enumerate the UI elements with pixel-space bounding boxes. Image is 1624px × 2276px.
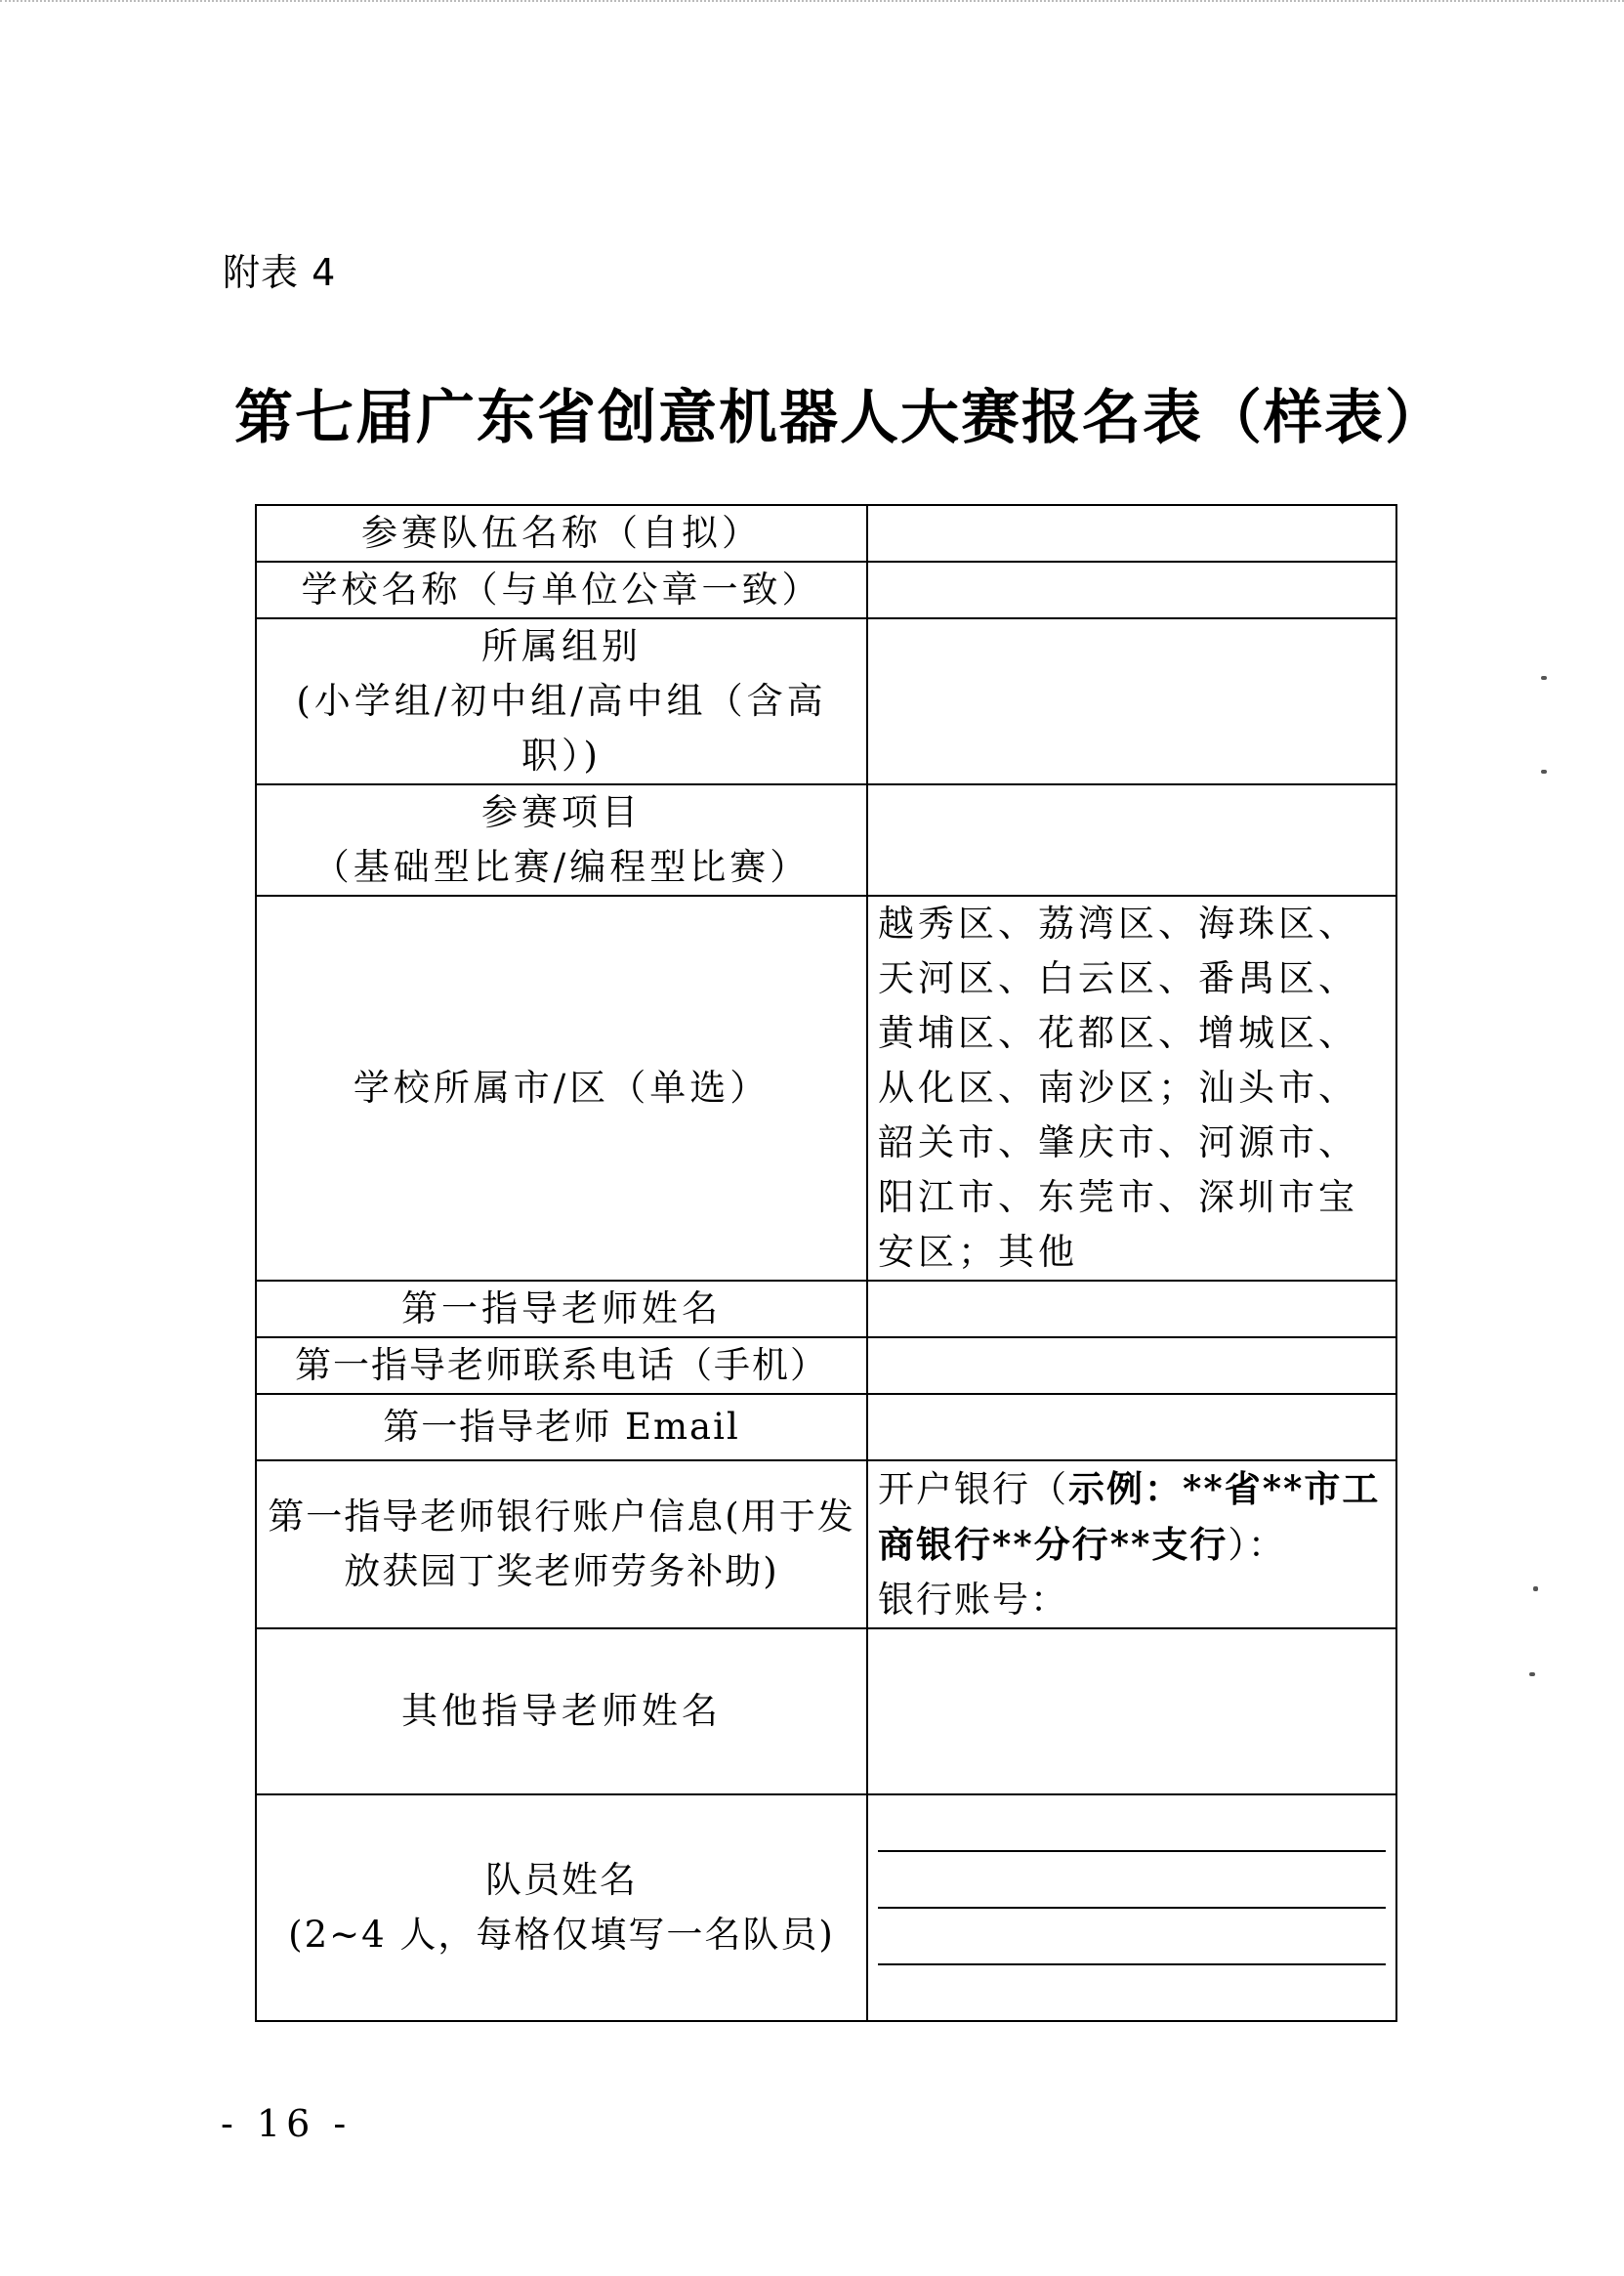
project-label <box>256 784 867 896</box>
bank-example: 示例：**省**市工商银行**分行**支行 <box>878 1467 1381 1566</box>
school-name-label: 学校名称（与单位公章一致） <box>256 562 867 618</box>
other-teachers-field[interactable] <box>867 1628 1396 1794</box>
project-label-title: 参赛项目 <box>481 791 642 833</box>
group-field[interactable] <box>867 618 1396 784</box>
table-row <box>256 784 1396 896</box>
school-name-field[interactable] <box>867 562 1396 618</box>
group-label-title: 所属组别 <box>481 625 642 667</box>
table-row <box>256 1460 1396 1628</box>
member-field-2[interactable] <box>878 1851 1386 1908</box>
scan-speck <box>1541 676 1547 680</box>
members-fields <box>867 1794 1396 2021</box>
bank-account-line: 银行账号： <box>878 1579 1068 1621</box>
teacher1-phone-label: 第一指导老师联系电话（手机） <box>256 1337 867 1394</box>
teacher1-email-label: 第一指导老师 Email <box>256 1394 867 1460</box>
team-name-field[interactable] <box>867 505 1396 562</box>
teacher1-name-label: 第一指导老师姓名 <box>256 1281 867 1337</box>
table-row <box>256 1394 1396 1460</box>
member-field-1[interactable] <box>878 1795 1386 1851</box>
table-row <box>256 505 1396 562</box>
annex-label: 附表 4 <box>223 251 337 294</box>
table-row <box>256 1281 1396 1337</box>
district-label: 学校所属市/区（单选） <box>256 896 867 1281</box>
member-field-4[interactable] <box>878 1964 1386 2020</box>
teacher1-name-field[interactable] <box>867 1281 1396 1337</box>
table-row <box>256 896 1396 1281</box>
scan-speck <box>1541 770 1547 774</box>
scan-speck <box>1529 1672 1535 1676</box>
registration-form-table <box>255 504 1397 2022</box>
scan-edge-line <box>0 0 1624 5</box>
teacher1-bank-field[interactable] <box>867 1460 1396 1628</box>
group-label <box>256 618 867 784</box>
table-row <box>256 1337 1396 1394</box>
table-row <box>256 1794 1396 2021</box>
members-label-note: (2~4 人，每格仅填写一名队员) <box>288 1914 835 1956</box>
members-label-title: 队员姓名 <box>485 1859 638 1901</box>
group-label-options: (小学组/初中组/高中组（含高职）) <box>296 680 827 777</box>
members-label <box>256 1794 867 2021</box>
teacher1-bank-label: 第一指导老师银行账户信息(用于发放获园丁奖老师劳务补助) <box>256 1460 867 1628</box>
page-number: - 16 - <box>221 2102 353 2145</box>
project-label-options: （基础型比赛/编程型比赛） <box>312 846 811 888</box>
district-options[interactable]: 越秀区、荔湾区、海珠区、天河区、白云区、番禺区、黄埔区、花都区、增城区、从化区、南沙区；汕头市、韶关市、肇庆市、河源市、阳江市、东莞市、深圳市宝安区；其他 <box>867 896 1396 1281</box>
member-field-3[interactable] <box>878 1908 1386 1964</box>
team-name-label: 参赛队伍名称（自拟） <box>256 505 867 562</box>
other-teachers-label: 其他指导老师姓名 <box>256 1628 867 1794</box>
page-title: 第七届广东省创意机器人大赛报名表（样表） <box>234 384 1445 452</box>
table-row <box>256 1628 1396 1794</box>
scan-speck <box>1533 1586 1538 1591</box>
teacher1-phone-field[interactable] <box>867 1337 1396 1394</box>
table-row <box>256 618 1396 784</box>
teacher1-email-field[interactable] <box>867 1394 1396 1460</box>
bank-name-line: 开户银行（示例：**省**市工商银行**分行**支行）： <box>878 1467 1381 1566</box>
project-field[interactable] <box>867 784 1396 896</box>
table-row <box>256 562 1396 618</box>
